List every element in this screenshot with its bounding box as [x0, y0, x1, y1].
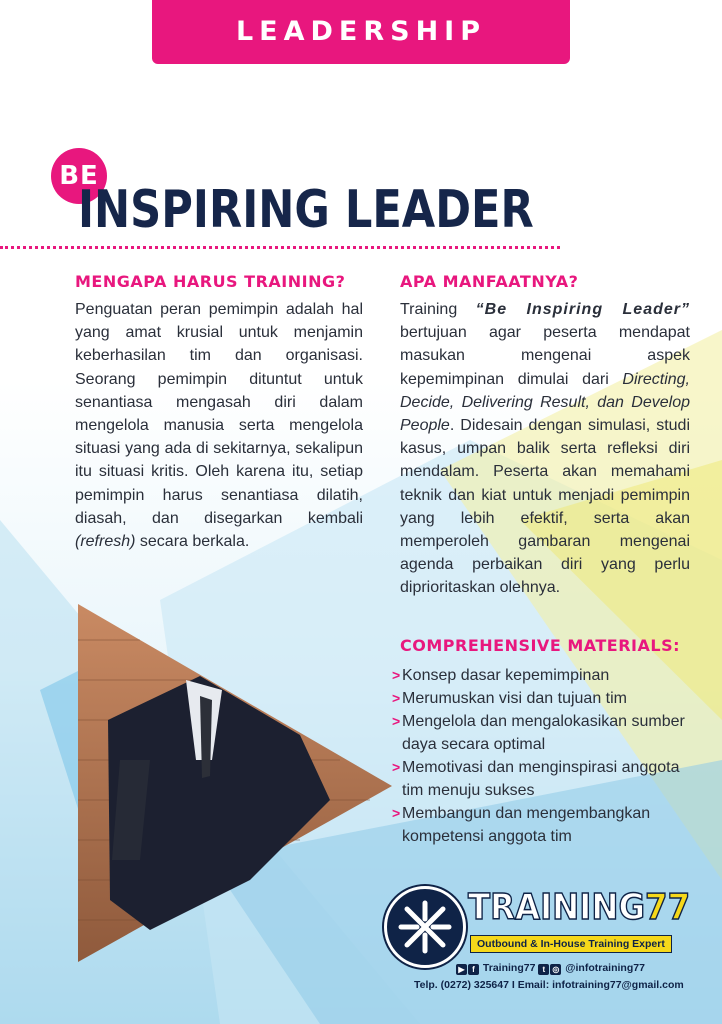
- benefit-section: [400, 270, 690, 600]
- social-handles: [456, 962, 645, 975]
- page-title: INSPIRING LEADER: [78, 180, 534, 240]
- chevron-right-icon: >: [392, 805, 401, 821]
- be-badge: BE: [51, 148, 107, 204]
- facebook-icon: f: [468, 964, 479, 975]
- instagram-icon: ◎: [550, 964, 561, 975]
- why-paragraph: Penguatan peran pemimpin adalah hal yang amat krusial untuk menjamin keberhasilan tim dan organisasi. Seorang pemimpin dituntut untuk senantiasa mengasah diri dalam mengelola manusia serta mengelola situasi yang ada di sekitarnya, sekalipun itu situasi kritis. Oleh karena itu, setiap pemimpin harus senantiasa dilatih, diasah, dan disegarkan kembali (refresh) secara berkala.: [75, 301, 363, 551]
- social-handle-b: @infotraining77: [565, 962, 645, 974]
- social-handle-a: Training77: [482, 962, 536, 974]
- list-item: > Konsep dasar kepemimpinan: [392, 664, 702, 687]
- materials-list: [392, 664, 702, 848]
- list-item: > Membangun dan mengembangkan kompetensi anggota tim: [392, 802, 702, 848]
- chevron-right-icon: >: [392, 713, 401, 729]
- youtube-icon: ▶: [456, 964, 467, 975]
- course-banner: LEADERSHIP TRAINING: [152, 0, 570, 64]
- list-item: > Memotivasi dan menginspirasi anggota tim menuju sukses: [392, 756, 702, 802]
- materials-section: [392, 634, 702, 848]
- chevron-right-icon: >: [392, 667, 401, 683]
- list-item: > Mengelola dan mengalokasikan sumber daya secara optimal: [392, 710, 702, 756]
- chevron-right-icon: >: [392, 690, 401, 706]
- benefit-heading: APA MANFAATNYA?: [400, 272, 579, 291]
- contact-info: Telp. (0272) 325647 I Email: infotraining77@gmail.com: [414, 979, 684, 991]
- materials-heading: COMPREHENSIVE MATERIALS:: [400, 636, 680, 655]
- why-heading: MENGAPA HARUS TRAINING?: [75, 272, 346, 291]
- chevron-right-icon: >: [392, 759, 401, 775]
- why-section: [75, 270, 363, 553]
- dotted-divider: [0, 246, 560, 249]
- list-item: > Merumuskan visi dan tujuan tim: [392, 687, 702, 710]
- brand-tagline: Outbound & In-House Training Expert: [470, 935, 672, 953]
- twitter-icon: t: [538, 964, 549, 975]
- training77-logo-icon: [384, 886, 466, 968]
- benefit-paragraph: Training “Be Inspiring Leader” bertujuan agar peserta mendapat masukan mengenai aspek kepemimpinan dimulai dari Directing, Decide, Delivering Result, dan Develop People. Didesain dengan simulasi, studi kasus, umpan balik serta refleksi diri mendalam. Peserta akan memahami teknik dan kiat untuk menjadi pemimpin yang lebih efektif, serta akan memperoleh gambaran mengenai agenda perbaikan diri yang perlu diprioritaskan olehnya.: [400, 301, 691, 597]
- brand-name: TRAINING77: [468, 887, 691, 928]
